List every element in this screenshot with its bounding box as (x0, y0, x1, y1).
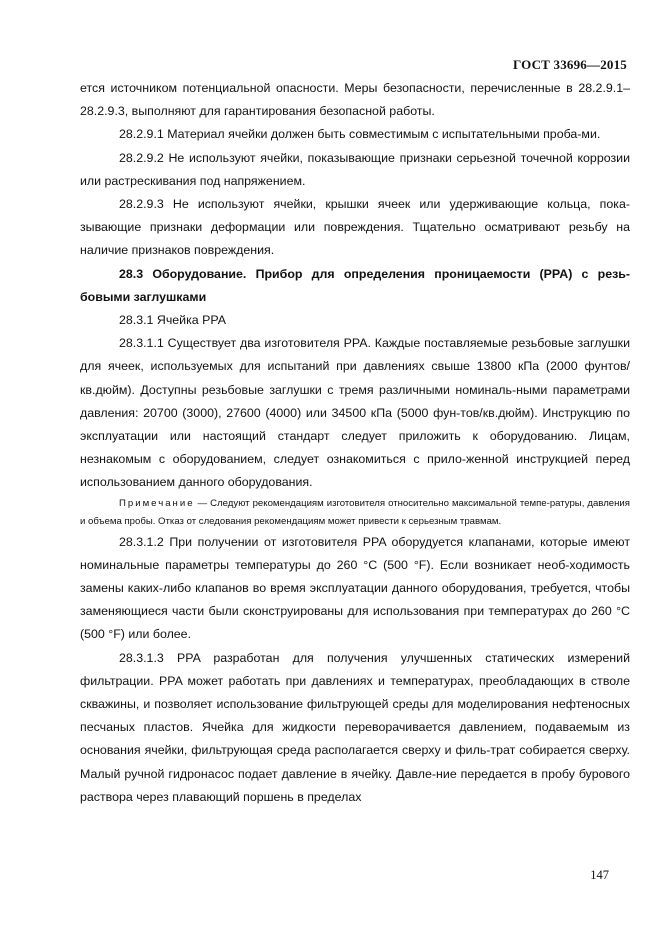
paragraph-28-2-9-3: 28.2.9.3 Не используют ячейки, крышки ячеек или удерживающие кольца, пока-зывающие признаки деформации или повреждения. Тщательно осматривают резьбу на наличие признаков повреждения. (80, 197, 630, 258)
note-text: Следуют рекомендациям изготовителя относительно максимальной темпе-ратуры, давления и объема пробы. Отказ от следования рекомендациям может привести к серьезным травмам. (80, 497, 630, 527)
paragraph-28-3-1-1: 28.3.1.1 Существует два изготовителя PPA. Каждые поставляемые резьбовые заглушки для ячеек, используемых для испытаний при давлениях свыше 13800 кПа (2000 фунтов/кв.дюйм). Доступны резьбовые заглушки с тремя различными номиналь-ными параметрами давления: 20700 (3000), 27600 (4000) или 34500 кПа (5000 фун-тов/кв.дюйм). Инструкцию по эксплуатации или настоящий стандарт следует приложить к оборудованию. Лицам, незнакомым с оборудованием, следует ознакомиться с прило-женной инструкцией перед использованием данного оборудования. (80, 336, 630, 490)
note (80, 495, 630, 531)
section-heading-28-3: 28.3 Оборудование. Прибор для определения проницаемости (PPA) с резь-бовыми заглушками (80, 266, 630, 304)
body-text (80, 77, 630, 809)
paragraph-28-3-1-2: 28.3.1.2 При получении от изготовителя PPA оборудуется клапанами, которые имеют номинальные параметры температуры до 260 °С (500 °F). Если возникает необ-ходимость замены каких-либо клапанов во время эксплуатации данного оборудования, требуется, чтобы заменяющиеся части были сконструированы для использования при температурах до 260 °С (500 °F) или более. (80, 534, 630, 642)
paragraph-28-2-9-2: 28.2.9.2 Не используют ячейки, показывающие признаки серьезной точечной коррозии или растрескивания под напряжением. (80, 150, 630, 188)
note-label: Примечание (119, 497, 195, 509)
note-dash: — (194, 497, 211, 509)
paragraph-28-2-9-1: 28.2.9.1 Материал ячейки должен быть совместимым с испытательными проба-ми. (119, 127, 601, 142)
paragraph-28-3-1: 28.3.1 Ячейка PPA (119, 313, 227, 328)
paragraph-continued: ется источником потенциальной опасности. Меры безопасности, перечисленные в 28.2.9.1–28.2.9.3, выполняют для гарантирования безопасной работы. (80, 81, 630, 119)
paragraph-28-3-1-3: 28.3.1.3 PPA разработан для получения улучшенных статических измерений фильтрации. PPA может работать при давлениях и температурах, преобладающих в стволе скважины, и позволяет использование фильтрующей среды для моделирования нефтеносных песчаных пластов. Ячейка для жидкости переворачивается давлением, подаваемым из основания ячейки, фильтрующая среда располагается сверху и филь-трат собирается сверху. Малый ручной гидронасос подает давление в ячейку. Давле-ние передается в пробу бурового раствора через плавающий поршень в пределах (80, 650, 630, 804)
standard-header: ГОСТ 33696—2015 (512, 57, 627, 72)
page-number: 147 (590, 868, 609, 882)
